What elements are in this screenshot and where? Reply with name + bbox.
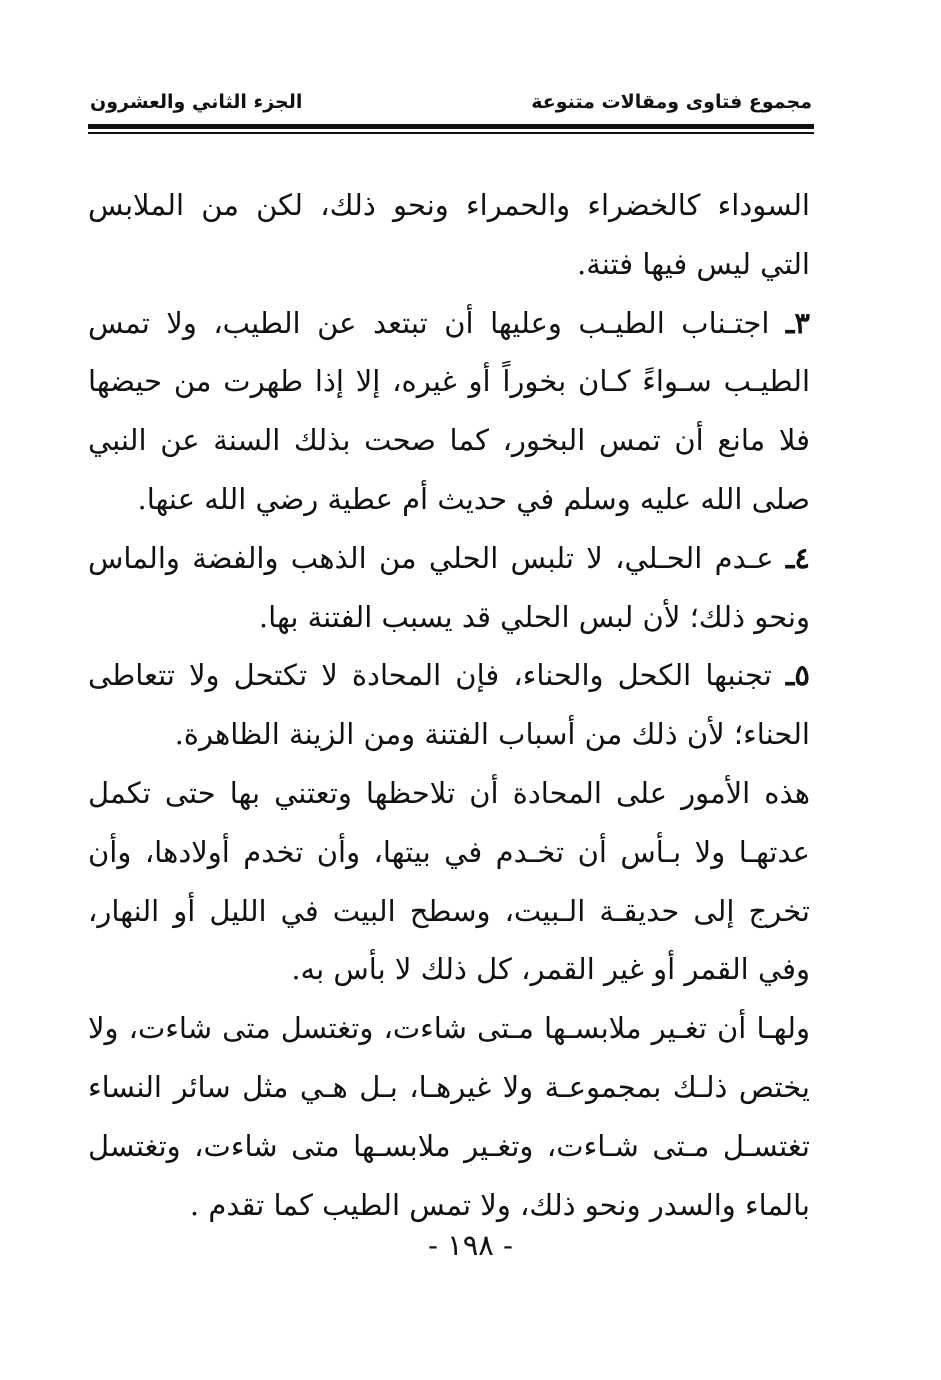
header-rule-thick xyxy=(88,124,814,129)
book-title: مجموع فتاوى ومقالات متنوعة xyxy=(531,91,812,113)
paragraph xyxy=(88,999,810,1234)
paragraph-item-4 xyxy=(88,529,810,647)
running-header xyxy=(90,82,812,122)
paragraph-item-3 xyxy=(88,294,810,529)
page-number: - ١٩٨ - xyxy=(428,1228,513,1262)
item-number: ٥ـ xyxy=(785,658,810,693)
paragraph-text: عـدم الحـلي، لا تلبس الحلي من الذهب والفضة والماس ونحو ذلك؛ لأن لبس الحلي قد يسبب الفتنة بها. xyxy=(88,540,810,634)
header-rule-thin xyxy=(88,132,814,134)
volume-label: الجزء الثاني والعشرون xyxy=(90,91,303,113)
paragraph-text: هذه الأمور على المحادة أن تلاحظها وتعتني بها حتى تكمل عدتهـا ولا بـأس أن تخـدم في بيتها، وأن تخدم أولادها، وأن تخرج إلى حديقـة الـبيت، وسطح البيت في الليل أو النهار، وفي القمر أو غير القمر، كل ذلك لا بأس به. xyxy=(88,775,810,987)
item-number: ٤ـ xyxy=(785,540,810,575)
paragraph-text: السوداء كالخضراء والحمراء ونحو ذلك، لكن من الملابس التي ليس فيها فتنة. xyxy=(88,188,810,281)
paragraph-item-5 xyxy=(88,646,810,764)
paragraph xyxy=(88,176,810,294)
paragraph xyxy=(88,764,810,999)
paragraph-text: ولهـا أن تغـير ملابسـها مـتى شاءت، وتغتسل متى شاءت، ولا يختص ذلـك بمجموعـة ولا غيرهـا، بـل هـي مثل سائر النساء تغتسـل مـتى شـاءت، وتغـير ملابسـها متى شاءت، وتغتسل بالماء والسدر ونحو ذلك، ولا تمس الطيب كما تقدم . xyxy=(88,1011,810,1222)
item-number: ٣ـ xyxy=(785,305,810,340)
paragraph-text: اجتـناب الطيـب وعليها أن تبتعد عن الطيب، ولا تمس الطيـب سـواءً كـان بخوراً أو غيره، إلا إذا طهرت من حيضها فلا مانع أن تمس البخور، كما صحت بذلك السنة عن النبي صلى الله عليه وسلم في حديث أم عطية رضي الله عنها. xyxy=(88,305,810,516)
paragraph-text: تجنبها الكحل والحناء، فإن المحادة لا تكتحل ولا تتعاطى الحناء؛ لأن ذلك من أسباب الفتنة ومن الزينة الظاهرة. xyxy=(88,658,810,752)
body-text xyxy=(88,176,810,1234)
